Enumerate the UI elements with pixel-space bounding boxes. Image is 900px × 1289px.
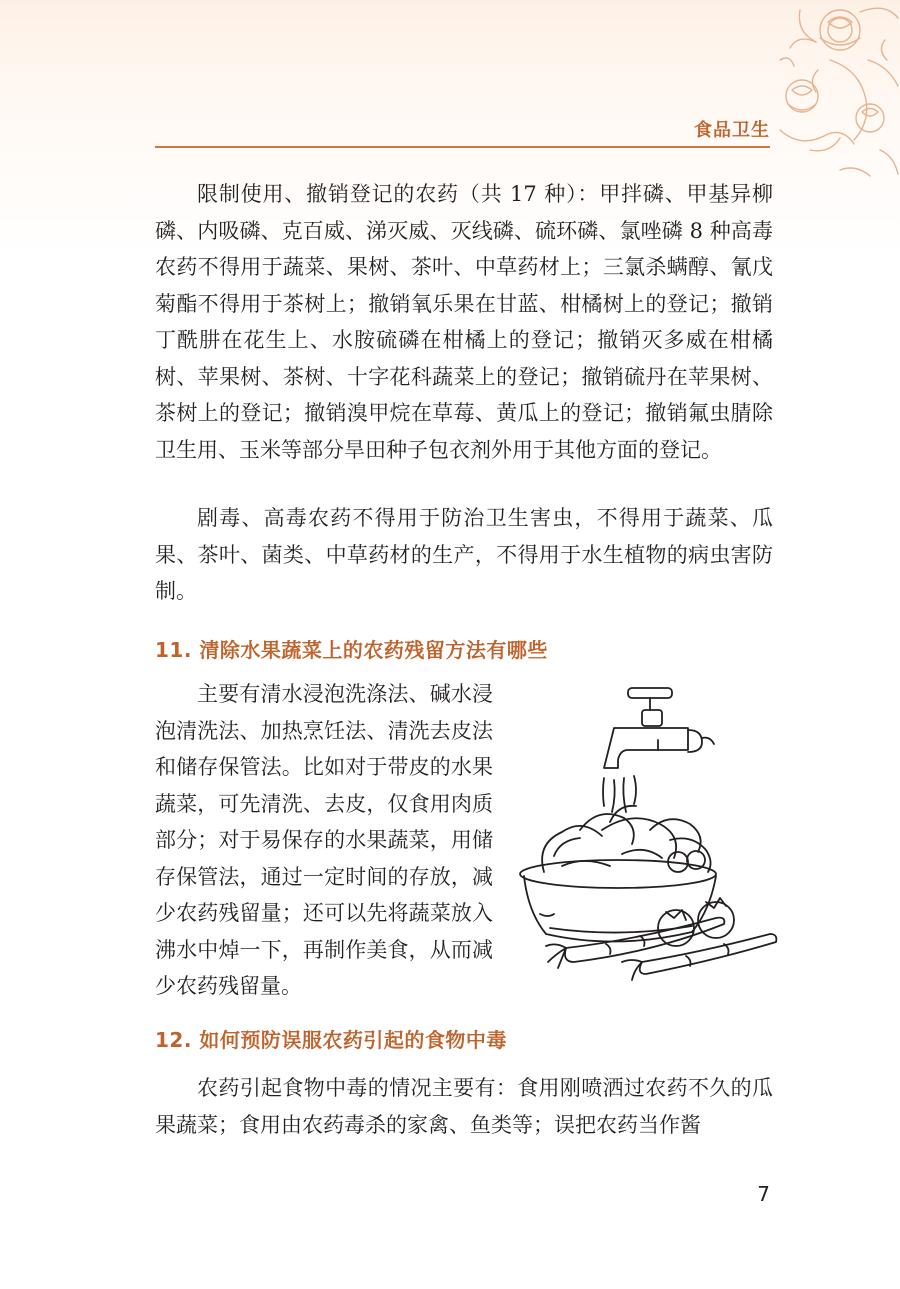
header-divider [155, 146, 770, 148]
section-heading: 12. 如何预防误服农药引起的食物中毒 [155, 1028, 507, 1052]
running-header-title: 食品卫生 [694, 120, 770, 141]
page-number: 7 [757, 1182, 770, 1206]
section-paragraph: 主要有清水浸泡洗涤法、碱水浸泡清洗法、加热烹饪法、清洗去皮法和储存保管法。比如对于带皮的水果蔬菜，可先清洗、去皮，仅食用肉质部分；对于易保存的水果蔬菜，用储存保管法，通过一定时间的存放，减少农药残留量；还可以先将蔬菜放入沸水中焯一下，再制作美食，从而减少农药残留量。 [155, 682, 493, 998]
washing-vegetables-illustration [510, 680, 780, 990]
floral-corner-ornament [770, 0, 900, 190]
section-heading: 11. 清除水果蔬菜上的农药残留方法有哪些 [155, 638, 548, 662]
body-paragraph: 剧毒、高毒农药不得用于防治卫生害虫，不得用于蔬菜、瓜果、茶叶、菌类、中草药材的生产，不得用于水生植物的病虫害防制。 [155, 506, 773, 603]
section-paragraph: 农药引起食物中毒的情况主要有：食用刚喷洒过农药不久的瓜果蔬菜；食用由农药毒杀的家禽、鱼类等；误把农药当作酱 [155, 1076, 773, 1137]
body-paragraph: 限制使用、撤销登记的农药（共 17 种）：甲拌磷、甲基异柳磷、内吸磷、克百威、涕灭威、灭线磷、硫环磷、氯唑磷 8 种高毒农药不得用于蔬菜、果树、茶叶、中草药材上；三氯杀螨醇、氰戊菊酯不得用于茶树上；撤销氧乐果在甘蓝、柑橘树上的登记；撤销丁酰肼在花生上、水胺硫磷在柑橘上的登记；撤销灭多威在柑橘树、苹果树、茶树、十字花科蔬菜上的登记；撤销硫丹在苹果树、茶树上的登记；撤销溴甲烷在草莓、黄瓜上的登记；撤销氟虫腈除卫生用、玉米等部分旱田种子包衣剂外用于其他方面的登记。 [155, 182, 773, 462]
